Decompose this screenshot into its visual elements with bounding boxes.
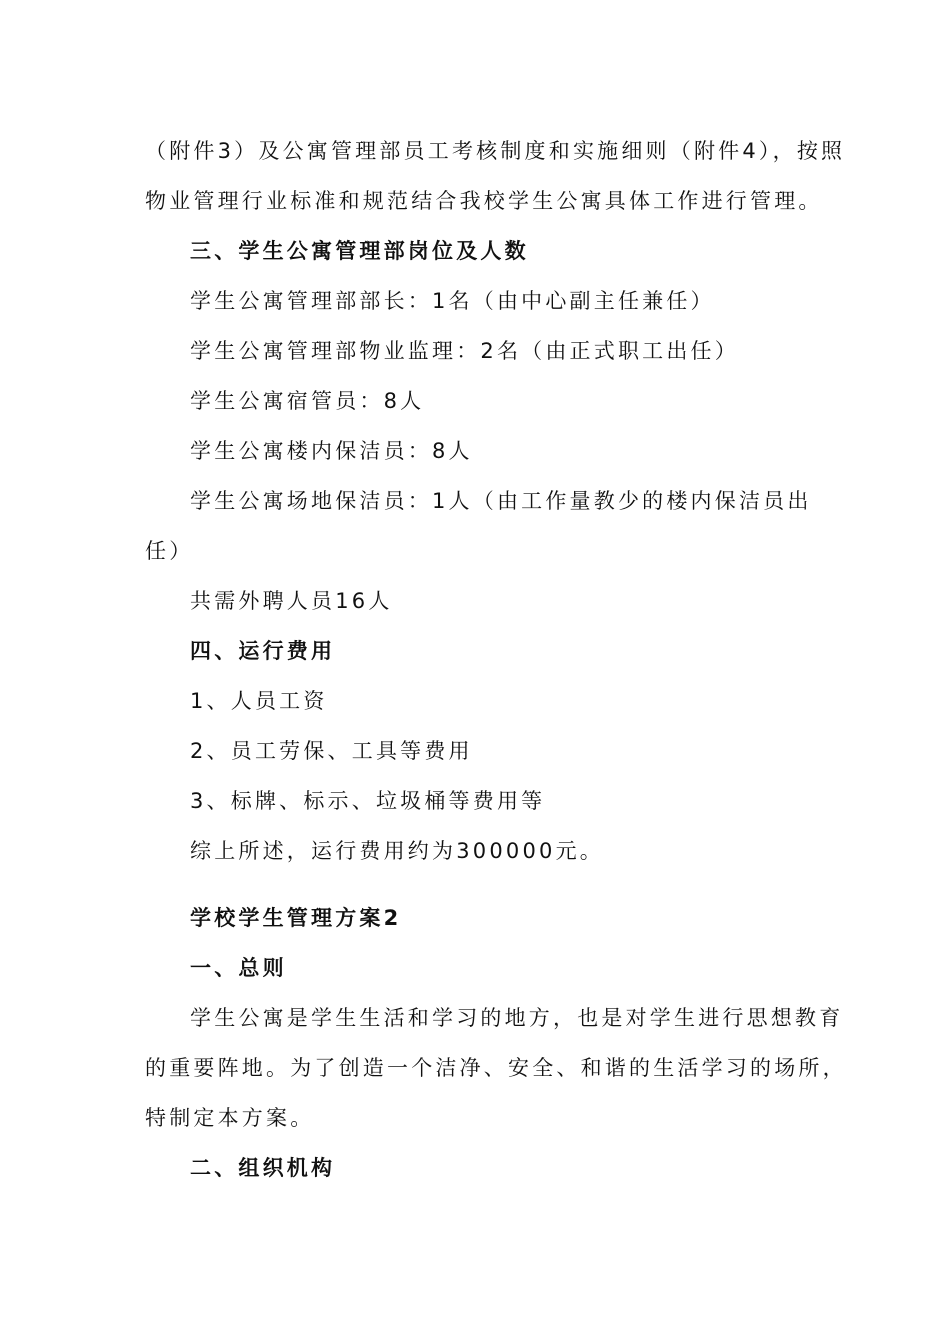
paragraph-line: 综上所述，运行费用约为300000元。 <box>190 839 604 863</box>
paragraph-line: 共需外聘人员16人 <box>190 589 393 613</box>
section-heading: 三、学生公寓管理部岗位及人数 <box>190 239 529 263</box>
paragraph-line: 学生公寓管理部部长：1名（由中心副主任兼任） <box>190 289 715 313</box>
section-heading: 四、运行费用 <box>190 639 336 663</box>
paragraph-line: 特制定本方案。 <box>145 1106 315 1130</box>
paragraph-line: 学生公寓楼内保洁员：8人 <box>190 439 473 463</box>
section-heading: 二、组织机构 <box>190 1156 336 1180</box>
paragraph-line: 任） <box>145 539 194 563</box>
list-item: 2、员工劳保、工具等费用 <box>190 739 473 763</box>
list-item: 3、标牌、标示、垃圾桶等费用等 <box>190 789 546 813</box>
paragraph-line: 物业管理行业标准和规范结合我校学生公寓具体工作进行管理。 <box>145 189 823 213</box>
paragraph-line: 学生公寓是学生生活和学习的地方，也是对学生进行思想教育 <box>190 1006 844 1030</box>
section-heading: 一、总则 <box>190 956 287 980</box>
paragraph-line: （附件3）及公寓管理部员工考核制度和实施细则（附件4），按照 <box>145 139 846 163</box>
paragraph-line: 学生公寓管理部物业监理：2名（由正式职工出任） <box>190 339 739 363</box>
paragraph-line: 的重要阵地。为了创造一个洁净、安全、和谐的生活学习的场所， <box>145 1056 847 1080</box>
paragraph-line: 学生公寓场地保洁员：1人（由工作量教少的楼内保洁员出 <box>190 489 812 513</box>
list-item: 1、人员工资 <box>190 689 328 713</box>
paragraph-line: 学生公寓宿管员：8人 <box>190 389 425 413</box>
document-title: 学校学生管理方案2 <box>190 906 402 930</box>
